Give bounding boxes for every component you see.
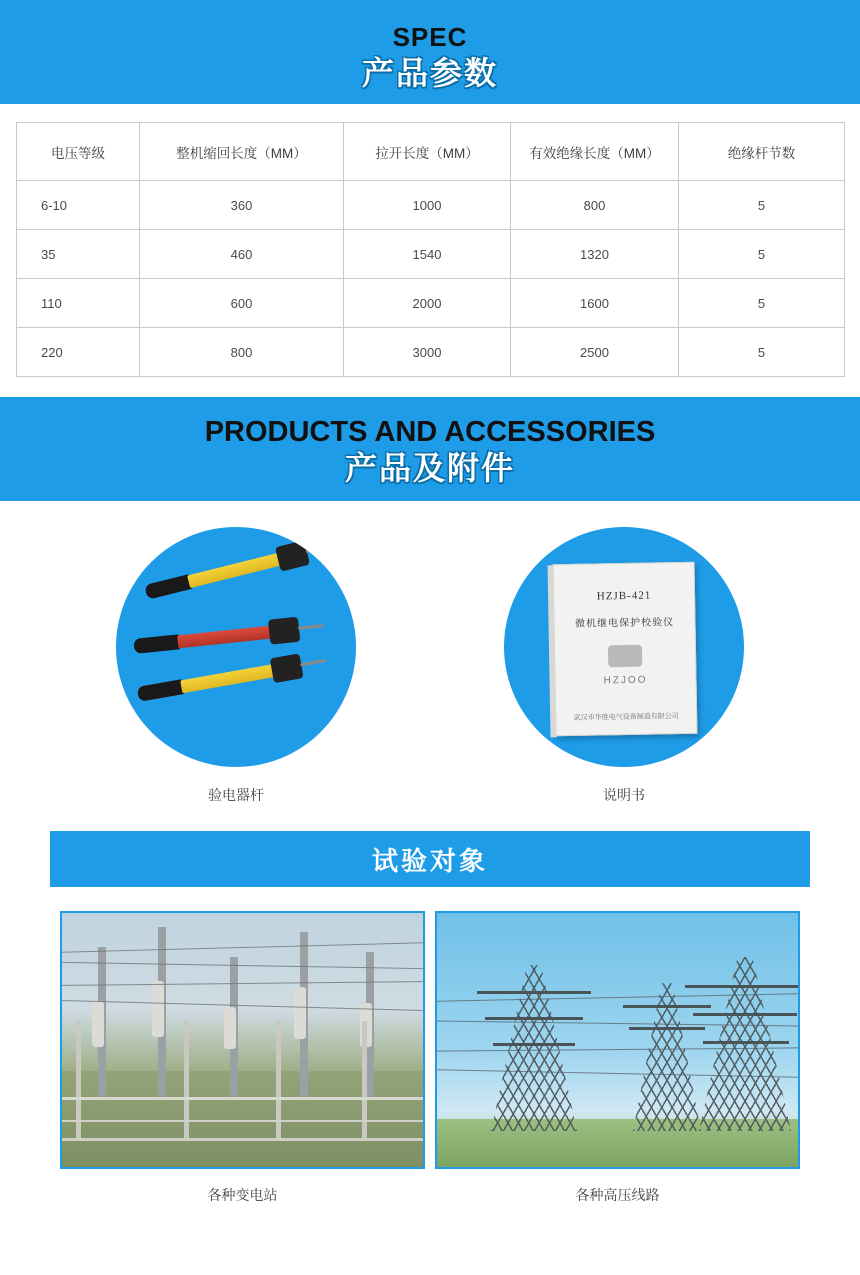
product-item-detector-rods [116,527,356,805]
cell-voltage-level: 110 [17,279,140,328]
product-caption-detector-rods: 验电器杆 [208,787,264,803]
cell-effective-insulation-length: 800 [511,181,679,230]
products-banner [0,397,860,501]
detector-rods-illustration [116,527,356,767]
cell-retracted-length: 800 [140,328,344,377]
spec-table [16,122,845,377]
cell-voltage-level: 35 [17,230,140,279]
table-header-row [17,123,845,181]
photo-caption-substation: 各种变电站 [207,1187,278,1203]
test-objects-section [0,811,860,887]
products-gallery [0,501,860,811]
detector-rod-lower-icon [137,687,140,702]
manual-footer-text: 武汉市华胜电气设备制造有限公司 [573,713,679,722]
table-row [17,181,845,230]
column-header-retracted-length: 整机缩回长度（MM） [140,123,344,181]
manual-booklet-image [504,527,744,767]
cell-rod-sections: 5 [679,279,845,328]
column-header-rod-sections: 绝缘杆节数 [679,123,845,181]
manual-logo-icon [608,645,642,668]
photo-item-transmission-line [435,911,800,1205]
cell-extended-length: 1000 [344,181,511,230]
table-row [17,230,845,279]
spec-banner-chinese-title: 产品参数 [361,55,498,91]
test-objects-banner [50,831,810,887]
cell-effective-insulation-length: 1320 [511,230,679,279]
cell-extended-length: 2000 [344,279,511,328]
spec-banner-english-title: SPEC [392,22,468,52]
voltage-detector-rods-image [116,527,356,767]
column-header-extended-length: 拉开长度（MM） [344,123,511,181]
cell-effective-insulation-length: 2500 [511,328,679,377]
cell-effective-insulation-length: 1600 [511,279,679,328]
product-caption-manual: 说明书 [603,787,645,803]
products-banner-chinese-title: 产品及附件 [344,450,515,486]
products-banner-english-title: PRODUCTS AND ACCESSORIES [204,416,656,448]
test-objects-title: 试验对象 [371,845,488,876]
cell-extended-length: 3000 [344,328,511,377]
transmission-line-illustration [437,913,798,1167]
cell-voltage-level: 220 [17,328,140,377]
cell-rod-sections: 5 [679,328,845,377]
spec-banner [0,0,860,104]
column-header-voltage-level: 电压等级 [17,123,140,181]
photo-item-substation [60,911,425,1205]
test-objects-gallery [0,887,860,1215]
cell-voltage-level: 6-10 [17,181,140,230]
cell-retracted-length: 360 [140,181,344,230]
manual-title-text: HZJB-421 [596,589,652,603]
substation-photo [60,911,425,1169]
photo-caption-transmission-line: 各种高压线路 [575,1187,660,1203]
cell-extended-length: 1540 [344,230,511,279]
column-header-effective-insulation-length: 有效绝缘长度（MM） [511,123,679,181]
cell-retracted-length: 460 [140,230,344,279]
cell-retracted-length: 600 [140,279,344,328]
table-row [17,279,845,328]
manual-code-text: HZJOO [603,674,648,687]
spec-table-section [0,104,860,397]
cell-rod-sections: 5 [679,230,845,279]
detector-rod-middle-icon [133,639,135,654]
substation-illustration [62,913,423,1167]
transmission-line-photo [435,911,800,1169]
detector-rod-upper-icon [144,585,148,600]
manual-subtitle-text: 微机继电保护校验仪 [574,617,675,630]
table-row [17,328,845,377]
product-item-manual [504,527,744,805]
manual-cover-illustration [553,562,698,736]
cell-rod-sections: 5 [679,181,845,230]
